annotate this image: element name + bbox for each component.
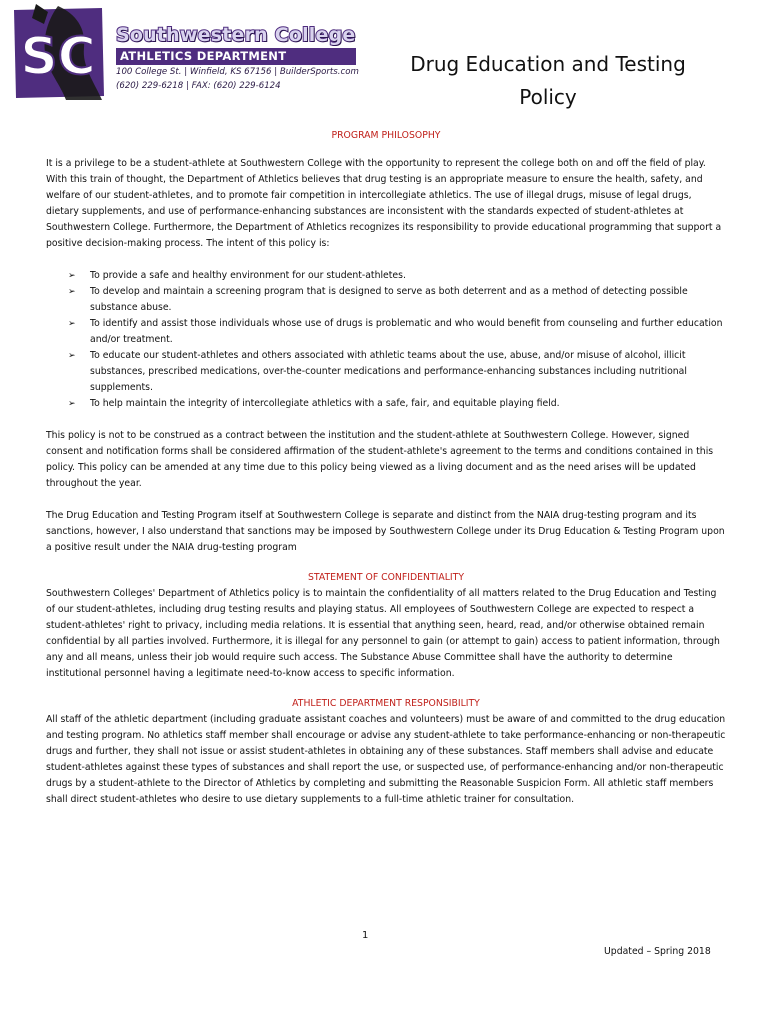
arrow-bullet-icon: ➢ — [68, 319, 76, 329]
confidentiality-paragraph: Southwestern Colleges' Department of Athletics policy is to maintain the confidentiality of all matters related to the Drug Education and Testing of our student-athletes, including drug testing results and playing status. All employees of Southwestern College are expected to respect a student-athletes' right to privacy, including media relations. It is essential that anything seen, heard, read, and/or otherwise obtained remain confidential by all parties involved. Furthermore, it is illegal for any personnel to gain (or attempt to gain) access to patient information, through any and all means, unless their job would require such access. The Substance Abuse Committee shall have the authority to determine institutional personnel having a legitimate need-to-know access to specific information. — [46, 588, 720, 679]
updated-note: Updated – Spring 2018 — [604, 946, 711, 957]
naia-paragraph: The Drug Education and Testing Program itself at Southwestern College is separate and distinct from the NAIA drug-testing program and its sanctions, however, I also understand that sanctions may be imposed by Southwestern College under its Drug Education & Testing Program upon a positive result under the NAIA drug-testing program — [46, 510, 725, 553]
list-item: ➢ To provide a safe and healthy environment for our student-athletes. — [90, 268, 726, 284]
list-item: ➢ To develop and maintain a screening program that is designed to serve as both deterrent and as a method of detecting possible substance abuse. — [68, 286, 688, 313]
college-name: Southwestern College — [116, 24, 356, 46]
address-line: 100 College St. | Winfield, KS 67156 | BuilderSports.com — [116, 67, 359, 77]
responsibility-paragraph: All staff of the athletic department (including graduate assistant coaches and volunteers) must be aware of and committed to the drug education and testing program. No athletics staff member shall encourage or advise any student-athlete to take performance-enhancing or non-therapeutic drugs and further, they shall not issue or assist student-athletes in obtaining any of these substances. Staff members shall advise and educate student-athletes against these types of substances and shall report the use, or suspected use, of performance-enhancing and/or non-therapeutic drugs by a student-athlete to the Director of Athletics by completing and submitting the Reasonable Suspicion Form. All athletic staff members shall direct student-athletes who desire to use dietary supplements to a full-time athletic trainer for consultation. — [46, 714, 726, 805]
list-item: ➢ To help maintain the integrity of intercollegiate athletics with a safe, fair, and equitable playing field. — [90, 396, 726, 412]
heading-confidentiality: STATEMENT OF CONFIDENTIALITY — [307, 572, 465, 583]
phone-line: (620) 229-6218 | FAX: (620) 229-6124 — [116, 81, 281, 91]
heading-program-philosophy: PROGRAM PHILOSOPHY — [331, 130, 441, 141]
arrow-bullet-icon: ➢ — [68, 271, 76, 281]
title-line-2: Policy — [519, 85, 577, 109]
list-item: ➢ To educate our student-athletes and others associated with athletic teams about the use, abuse, and/or misuse of alcohol, illicit substances, prescribed medications, over-the-counter medications and performance-enhancing substances including nutritional supplements. — [68, 350, 687, 393]
college-logo — [6, 4, 110, 102]
page-number: 1 — [362, 930, 369, 941]
department-name: ATHLETICS DEPARTMENT — [116, 48, 356, 65]
logo-lettering: SC — [20, 27, 96, 87]
philosophy-intro: It is a privilege to be a student-athlete at Southwestern College with the opportunity to represent the college both on and off the field of play. With this train of thought, the Department of Athletics believes that drug testing is an appropriate measure to ensure the health, safety, and welfare of our student-athletes, and to promote fair competition in intercollegiate athletics. The use of illegal drugs, misuse of legal drugs, dietary supplements, and use of performance-enhancing substances are inconsistent with the standards expected of student-athletes at Southwestern College. Furthermore, the Department of Athletics recognizes its responsibility to provide educational programming that support a positive decision-making process. The intent of this policy is: — [46, 158, 722, 249]
contract-paragraph: This policy is not to be construed as a contract between the institution and the student-athlete at Southwestern College. However, signed consent and notification forms shall be considered affirmation of the student-athlete's agreement to the terms and conditions contained in this policy. This policy can be amended at any time due to this policy being viewed as a living document and as the need arises will be updated throughout the year. — [46, 430, 714, 489]
list-item: ➢ To identify and assist those individuals whose use of drugs is problematic and who would benefit from counseling and further education and/or treatment. — [68, 318, 723, 345]
heading-athletic-responsibility: ATHLETIC DEPARTMENT RESPONSIBILITY — [292, 698, 480, 709]
title-line-1: Drug Education and Testing — [410, 52, 686, 76]
letterhead — [116, 24, 366, 93]
policy-body — [46, 128, 726, 808]
policy-intent-list — [46, 268, 726, 412]
arrow-bullet-icon: ➢ — [68, 351, 76, 361]
arrow-bullet-icon: ➢ — [68, 287, 76, 297]
document-title — [380, 48, 716, 114]
arrow-bullet-icon: ➢ — [68, 399, 76, 409]
